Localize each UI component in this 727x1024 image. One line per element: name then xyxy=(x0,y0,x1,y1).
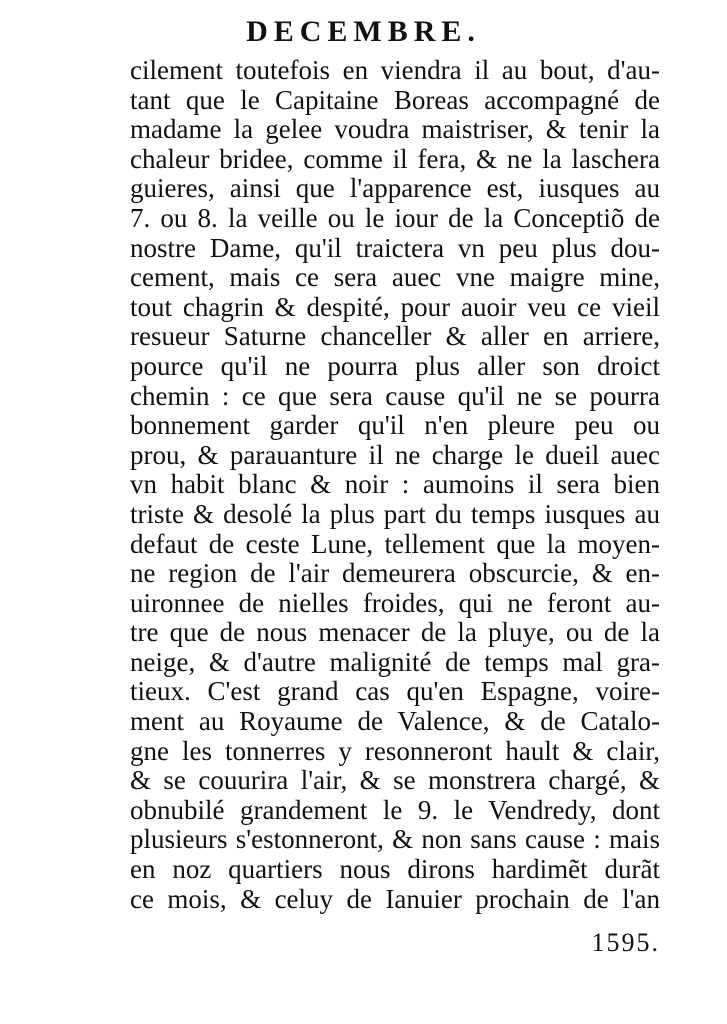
text-line: prou, & parauanture il ne charge le dueil auec xyxy=(130,440,660,470)
text-line: ne region de l'air demeurera obscurcie, & en- xyxy=(130,559,660,589)
text-line: tre que de nous menacer de la pluye, ou de la xyxy=(130,618,660,648)
body-text xyxy=(130,56,660,914)
text-line: triste & desolé la plus part du temps iusques au xyxy=(130,499,660,529)
text-line: pource qu'il ne pourra plus aller son droict xyxy=(130,351,660,381)
text-line: gne les tonnerres y resonneront hault & clair, xyxy=(130,736,660,766)
text-line: cement, mais ce sera auec vne maigre mine, xyxy=(130,263,660,293)
text-line: cilement toutefois en viendra il au bout, d'au- xyxy=(130,56,660,85)
text-line: tout chagrin & despité, pour auoir veu ce vieil xyxy=(130,292,660,322)
text-line: uironnee de nielles froides, qui ne feront au- xyxy=(130,588,660,618)
text-line: vn habit blanc & noir : aumoins il sera bien xyxy=(130,470,660,500)
text-line: en noz quartiers nous dirons hardimẽt durãt xyxy=(130,855,660,885)
text-line: tieux. C'est grand cas qu'en Espagne, voire- xyxy=(130,677,660,707)
text-line: tant que le Capitaine Boreas accompagné de xyxy=(130,85,660,115)
text-line: bonnement garder qu'il n'en pleure peu ou xyxy=(130,411,660,441)
text-line: 7. ou 8. la veille ou le iour de la Conceptiõ de xyxy=(130,203,660,233)
text-line: & se couurira l'air, & se monstrera chargé, & xyxy=(130,766,660,796)
text-line: neige, & d'autre malignité de temps mal gra- xyxy=(130,647,660,677)
running-head: DECEMBRE. xyxy=(246,15,481,48)
text-line: resueur Saturne chanceller & aller en arriere, xyxy=(130,322,660,352)
folio-catchword: 1595. xyxy=(591,928,660,957)
text-line: ment au Royaume de Valence, & de Catalo- xyxy=(130,707,660,737)
text-line: madame la gelee voudra maistriser, & tenir la xyxy=(130,115,660,145)
text-line: nostre Dame, qu'il traictera vn peu plus dou- xyxy=(130,233,660,263)
text-line: plusieurs s'estonneront, & non sans cause : mais xyxy=(130,825,660,855)
text-line: obnubilé grandement le 9. le Vendredy, dont xyxy=(130,795,660,825)
text-line: ce mois, & celuy de Ianuier prochain de l'an xyxy=(130,884,660,914)
text-line: chaleur bridee, comme il fera, & ne la laschera xyxy=(130,144,660,174)
text-line: guieres, ainsi que l'apparence est, iusques au xyxy=(130,174,660,204)
text-line: defaut de ceste Lune, tellement que la moyen- xyxy=(130,529,660,559)
text-line: chemin : ce que sera cause qu'il ne se pourra xyxy=(130,381,660,411)
